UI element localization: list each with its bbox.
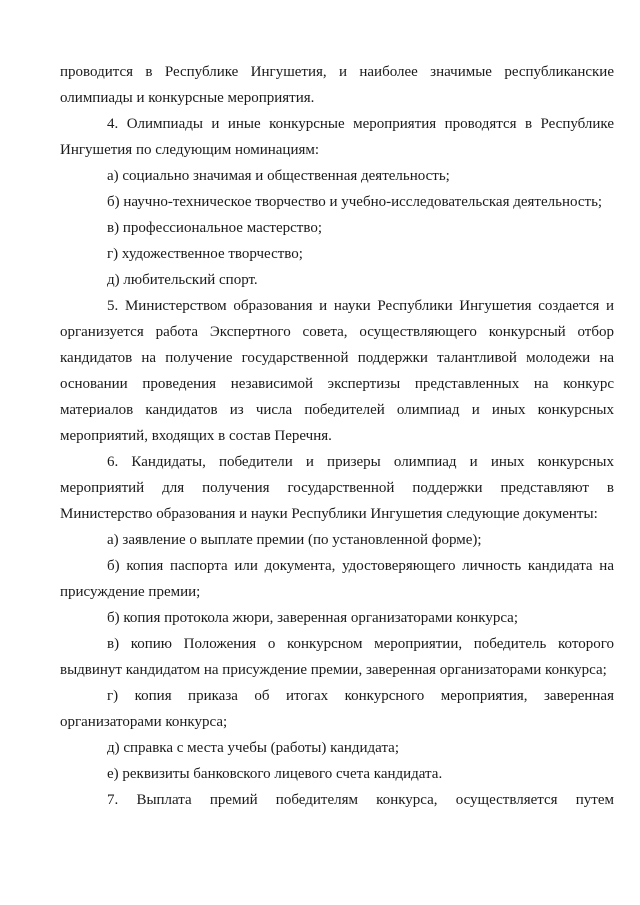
document-list-item-d: д) справка с места учебы (работы) кандидата;: [107, 740, 400, 756]
document-list-item-e: е) реквизиты банковского лицевого счета кандидата.: [107, 766, 443, 782]
list-item-b: б) научно-техническое творчество и учебно-исследовательская деятельность;: [107, 194, 603, 210]
document-list-item-g: г) копия приказа об итогах конкурсного мероприятия, заверенная организаторами конкурса;: [60, 688, 614, 730]
paragraph-continuation: проводится в Республике Ингушетия, и наиболее значимые республиканские олимпиады и конкурсные мероприятия.: [60, 64, 614, 106]
paragraph-item-7: 7. Выплата премий победителям конкурса, осуществляется путем: [107, 792, 614, 808]
list-item-g: г) художественное творчество;: [107, 246, 303, 262]
list-item-v: в) профессиональное мастерство;: [107, 220, 322, 236]
list-item-d: д) любительский спорт.: [107, 272, 258, 288]
document-list-item-b-passport: б) копия паспорта или документа, удостоверяющего личность кандидата на присуждение премии;: [60, 558, 614, 600]
paragraph-item-4: 4. Олимпиады и иные конкурсные мероприятия проводятся в Республике Ингушетия по следующим номинациям:: [60, 116, 614, 158]
paragraph-item-5: 5. Министерством образования и науки Республики Ингушетия создается и организуется работа Экспертного совета, осуществляющего конкурсный отбор кандидатов на получение государственной поддержки талантливой молодежи на основании проведения независимой экспертизы представленных на конкурс материалов кандидатов из числа победителей олимпиад и иных конкурсных мероприятий, входящих в состав Перечня.: [60, 298, 614, 444]
document-list-item-b-protocol: б) копия протокола жюри, заверенная организаторами конкурса;: [107, 610, 519, 626]
document-list-item-a: а) заявление о выплате премии (по установленной форме);: [107, 532, 482, 548]
document-list-item-v: в) копию Положения о конкурсном мероприятии, победитель которого выдвинут кандидатом на присуждение премии, заверенная организаторами конкурса;: [60, 636, 614, 678]
list-item-a: а) социально значимая и общественная деятельность;: [107, 168, 450, 184]
paragraph-item-6: 6. Кандидаты, победители и призеры олимпиад и иных конкурсных мероприятий для получения государственной поддержки представляют в Министерство образования и науки Республики Ингушетия следующие документы:: [60, 454, 614, 522]
